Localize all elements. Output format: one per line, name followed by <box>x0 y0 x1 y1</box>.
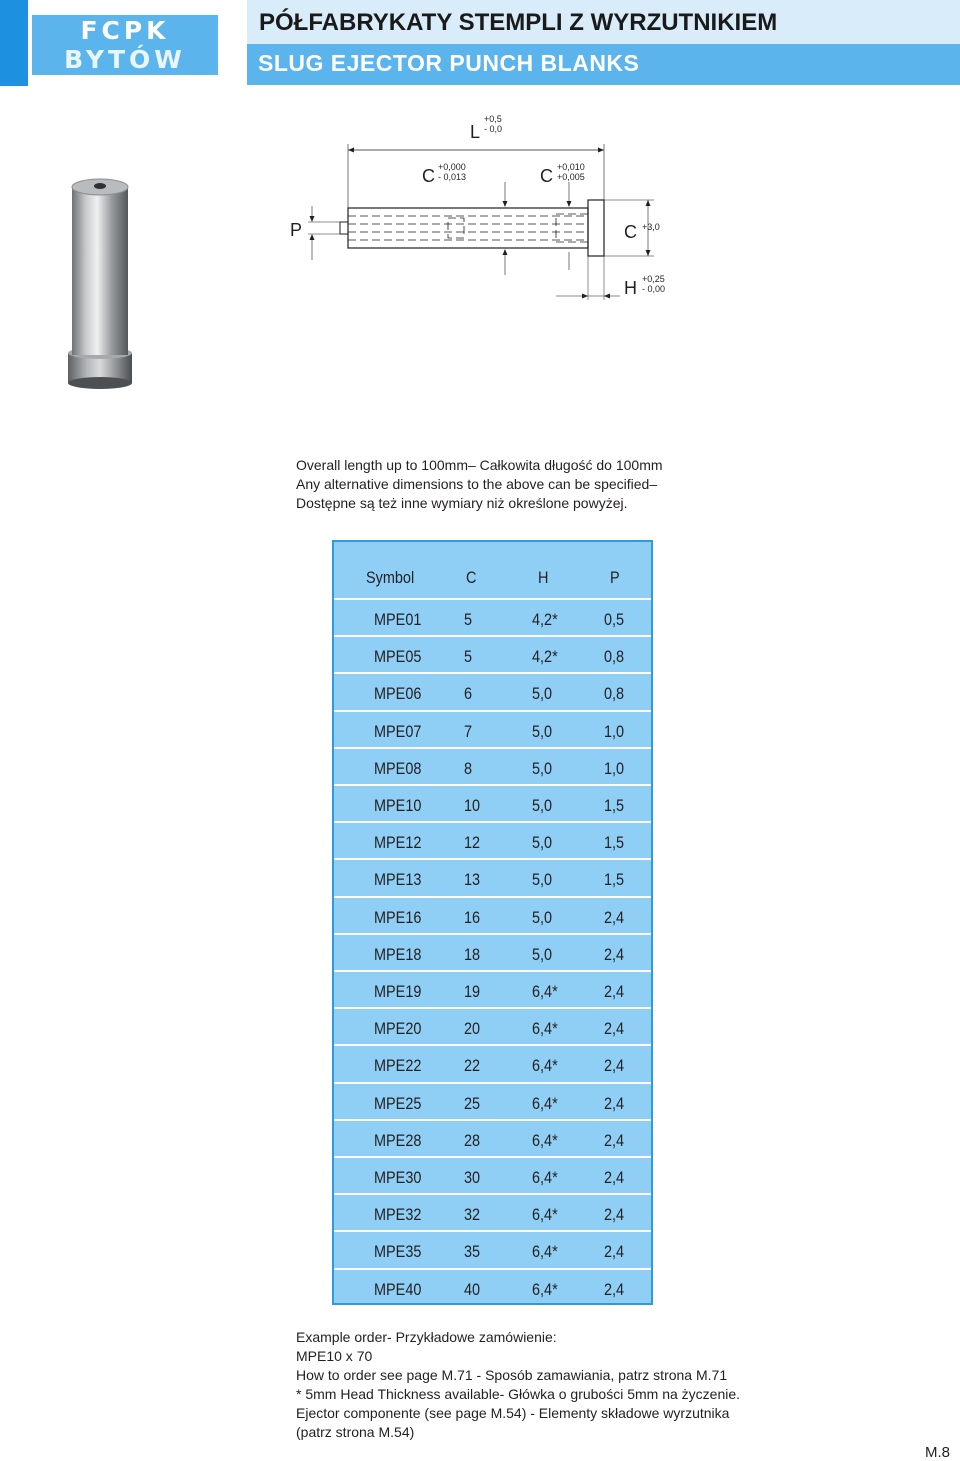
table-cell-row-p: 1,5 <box>604 833 625 853</box>
table-cell-row-h: 4,2* <box>532 647 558 667</box>
table-row-divider <box>334 1044 651 1046</box>
table-cell-row-symbol: MPE25 <box>374 1093 422 1113</box>
table-row-divider <box>334 970 651 972</box>
table-cell-row-c: 28 <box>464 1130 481 1150</box>
note-ejector-components: Ejector componente (see page M.54) - Elementy składowe wyrzutnika <box>296 1405 730 1421</box>
table-header-c: C <box>466 568 477 587</box>
table-cell-row-h: 4,2* <box>532 610 558 629</box>
table-cell-row-c: 18 <box>464 944 481 964</box>
table-row-divider <box>334 1119 651 1121</box>
table-row-divider <box>334 1230 651 1232</box>
description-line-3: Dostępne są też inne wymiary niż określone powyżej. <box>296 495 628 511</box>
table-row-divider <box>334 1268 651 1270</box>
note-example-value: MPE10 x 70 <box>296 1348 373 1364</box>
table-cell-row-c: 25 <box>464 1093 481 1113</box>
table-cell-row-p: 2,4 <box>604 944 625 964</box>
table-row-divider <box>334 933 651 935</box>
table-row-divider <box>334 672 651 674</box>
page-title-english: SLUG EJECTOR PUNCH BLANKS <box>258 50 640 76</box>
table-cell-row-symbol: MPE12 <box>374 833 422 853</box>
table-row-divider <box>334 747 651 749</box>
table-cell-row-c: 5 <box>464 647 473 667</box>
note-how-to-order: How to order see page M.71 - Sposób zamawiania, patrz strona M.71 <box>296 1367 728 1383</box>
punch-technical-drawing <box>280 110 700 310</box>
table-cell-row-h: 5,0 <box>532 721 553 741</box>
table-cell-row-p: 2,4 <box>604 1093 625 1113</box>
table-cell-row-h: 6,4* <box>532 1205 558 1225</box>
table-cell-row-p: 2,4 <box>604 1056 625 1076</box>
table-cell-row-c: 10 <box>464 796 481 815</box>
table-cell-row-h: 6,4* <box>532 1242 558 1262</box>
dim-c-head-symbol: C <box>624 222 637 242</box>
table-cell-row-symbol: MPE18 <box>374 944 422 964</box>
table-cell-row-symbol: MPE19 <box>374 982 422 1001</box>
dim-l-tol-lower: - 0,0 <box>484 124 503 134</box>
table-row-divider <box>334 1082 651 1084</box>
table-cell-row-symbol: MPE07 <box>374 721 422 741</box>
table-header-h: H <box>538 568 549 587</box>
table-cell-row-p: 2,4 <box>604 1279 625 1299</box>
table-cell-row-p: 2,4 <box>604 907 625 927</box>
table-row-divider <box>334 598 651 600</box>
table-row-divider <box>334 710 651 712</box>
table-cell-row-symbol: MPE30 <box>374 1168 422 1187</box>
table-cell-row-symbol: MPE10 <box>374 796 422 815</box>
table-cell-row-c: 22 <box>464 1056 481 1076</box>
table-cell-row-c: 7 <box>464 721 473 741</box>
table-cell-row-c: 5 <box>464 610 473 629</box>
table-cell-row-symbol: MPE32 <box>374 1205 422 1225</box>
table-cell-row-symbol: MPE06 <box>374 684 422 704</box>
table-cell-row-symbol: MPE40 <box>374 1279 422 1299</box>
table-row-divider <box>334 821 651 823</box>
punch-blank-photo <box>62 175 138 390</box>
table-cell-row-h: 5,0 <box>532 907 553 927</box>
table-cell-row-p: 0,8 <box>604 684 625 704</box>
table-cell-row-c: 12 <box>464 833 481 853</box>
table-cell-row-c: 30 <box>464 1168 481 1187</box>
dim-h-tol-lower: - 0,00 <box>642 284 666 294</box>
table-cell-row-c: 40 <box>464 1279 481 1299</box>
table-cell-row-symbol: MPE28 <box>374 1130 422 1150</box>
table-cell-row-h: 6,4* <box>532 1093 558 1113</box>
table-cell-row-p: 1,0 <box>604 758 625 778</box>
note-ejector-page: (patrz strona M.54) <box>296 1424 415 1440</box>
dim-h-symbol: H <box>624 278 637 298</box>
dim-c-shank-tol-lower: - 0,013 <box>438 172 467 182</box>
page-title-polish: PÓŁFABRYKATY STEMPLI Z WYRZUTNIKIEM <box>259 9 778 36</box>
table-cell-row-c: 8 <box>464 758 473 778</box>
table-cell-row-h: 5,0 <box>532 870 553 890</box>
table-cell-row-symbol: MPE08 <box>374 758 422 778</box>
table-header-p: P <box>610 568 620 587</box>
table-cell-row-h: 5,0 <box>532 684 553 704</box>
table-row-divider <box>334 1193 651 1195</box>
table-cell-row-p: 2,4 <box>604 1168 625 1187</box>
table-row-divider <box>334 1007 651 1009</box>
table-cell-row-p: 2,4 <box>604 982 625 1001</box>
dim-h-tol-upper: +0,25 <box>642 274 665 284</box>
table-cell-row-p: 2,4 <box>604 1205 625 1225</box>
dim-c-head-tol: +3,0 <box>642 222 660 232</box>
table-cell-row-c: 6 <box>464 684 473 704</box>
table-row-divider <box>334 896 651 898</box>
logo-line-1: FCPK <box>80 16 170 45</box>
table-cell-row-symbol: MPE16 <box>374 907 422 927</box>
dim-c-shank-tol-upper: +0,000 <box>438 162 466 172</box>
note-example-order: Example order- Przykładowe zamówienie: <box>296 1329 557 1345</box>
dim-p-symbol: P <box>290 220 303 240</box>
table-cell-row-p: 2,4 <box>604 1130 625 1150</box>
table-cell-row-p: 1,5 <box>604 796 625 815</box>
dim-l-symbol: L <box>470 122 481 142</box>
table-row-divider <box>334 1156 651 1158</box>
dim-c-end-tol-lower: +0,005 <box>557 172 585 182</box>
table-row-divider <box>334 858 651 860</box>
table-cell-row-symbol: MPE35 <box>374 1242 422 1262</box>
table-cell-row-symbol: MPE22 <box>374 1056 422 1076</box>
table-cell-row-c: 32 <box>464 1205 481 1225</box>
table-cell-row-c: 16 <box>464 907 481 927</box>
table-cell-row-h: 6,4* <box>532 1130 558 1150</box>
company-logo <box>32 15 218 75</box>
table-cell-row-h: 6,4* <box>532 1279 558 1299</box>
table-cell-row-p: 1,0 <box>604 721 625 741</box>
note-head-thickness: * 5mm Head Thickness available- Główka o grubości 5mm na życzenie. <box>296 1386 741 1402</box>
dim-l-tol-upper: +0,5 <box>484 114 502 124</box>
table-cell-row-p: 2,4 <box>604 1242 625 1262</box>
table-cell-row-symbol: MPE20 <box>374 1019 422 1039</box>
table-cell-row-symbol: MPE01 <box>374 610 422 629</box>
table-cell-row-h: 5,0 <box>532 758 553 778</box>
table-cell-row-symbol: MPE05 <box>374 647 422 667</box>
table-cell-row-h: 5,0 <box>532 944 553 964</box>
logo-line-2: BYTÓW <box>64 45 186 74</box>
table-row-divider <box>334 784 651 786</box>
table-header-symbol: Symbol <box>366 568 415 587</box>
dim-c-shank-symbol: C <box>422 166 435 186</box>
table-cell-row-c: 13 <box>464 870 481 890</box>
description-line-2: Any alternative dimensions to the above can be specified– <box>296 476 658 492</box>
table-cell-row-c: 19 <box>464 982 481 1001</box>
table-cell-row-p: 2,4 <box>604 1019 625 1039</box>
dim-c-end-symbol: C <box>540 166 553 186</box>
dim-c-end-tol-upper: +0,010 <box>557 162 585 172</box>
table-cell-row-p: 1,5 <box>604 870 625 890</box>
table-cell-row-h: 6,4* <box>532 1019 558 1039</box>
table-cell-row-p: 0,5 <box>604 610 625 629</box>
table-cell-row-h: 5,0 <box>532 796 553 815</box>
table-row-divider <box>334 635 651 637</box>
table-cell-row-h: 5,0 <box>532 833 553 853</box>
table-cell-row-h: 6,4* <box>532 1168 558 1187</box>
table-cell-row-p: 0,8 <box>604 647 625 667</box>
spec-table <box>332 540 653 1305</box>
header-accent-bar <box>0 0 28 86</box>
page-number: M.8 <box>924 1444 950 1461</box>
table-cell-row-c: 20 <box>464 1019 481 1039</box>
table-cell-row-c: 35 <box>464 1242 481 1262</box>
table-cell-row-h: 6,4* <box>532 982 558 1001</box>
description-line-1: Overall length up to 100mm– Całkowita długość do 100mm <box>296 457 663 473</box>
table-cell-row-h: 6,4* <box>532 1056 558 1076</box>
table-cell-row-symbol: MPE13 <box>374 870 422 890</box>
